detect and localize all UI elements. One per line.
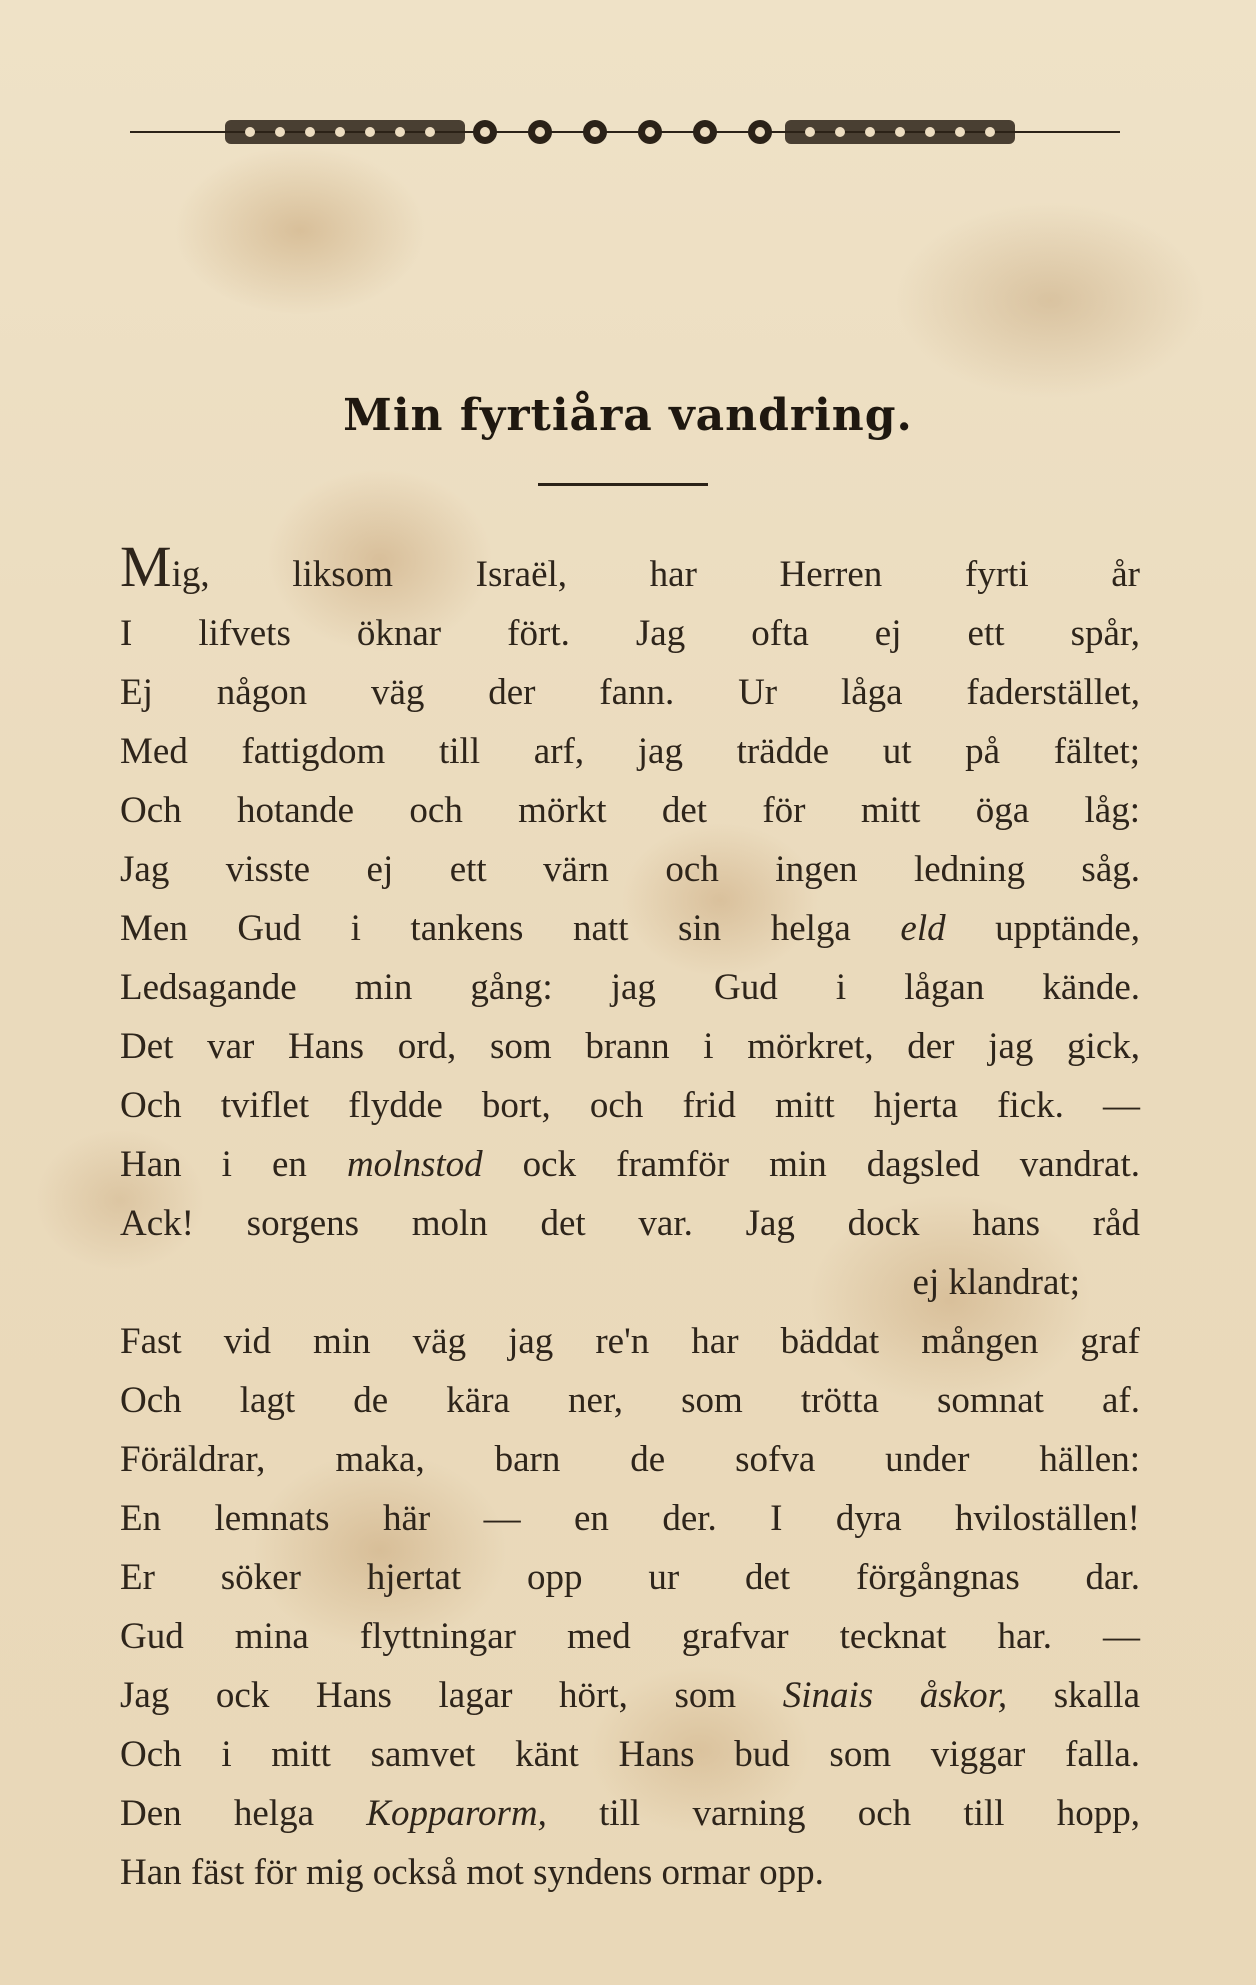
poem-line-11-a: Han i en [120,1144,347,1185]
poem-line-1-text: ig, liksom Israël, har Herren fyrti år [171,554,1140,595]
poem-line-11-b: ock framför min dagsled vandrat. [482,1144,1140,1185]
poem-line-20-b: skalla [1007,1675,1141,1716]
poem-line-22 [120,1784,1140,1843]
poem-line-15: Och lagt de kära ner, som trötta somnat af. [120,1380,1140,1421]
poem-title: Min fyrtiåra vandring. [343,390,913,441]
poem-body [120,534,1141,1902]
poem-line-7-b: upptände, [945,908,1141,949]
poem-line-23: Han fäst för mig också mot syndens ormar opp. [120,1852,824,1893]
poem-line-13: ej klandrat; [912,1262,1080,1303]
poem-line-7 [120,899,1140,958]
poem-line-22-b: till varning och till hopp, [546,1793,1140,1834]
poem-line-22-a: Den helga [120,1793,367,1834]
poem-line-20 [120,1666,1140,1725]
italic-word: molnstod [346,1144,483,1185]
poem-line-20-a: Jag ock Hans lagar hört, som [120,1675,783,1716]
poem-line-10: Och tviflet flydde bort, och frid mitt hjerta fick. — [120,1085,1140,1126]
poem-line-2: I lifvets öknar fört. Jag ofta ej ett spår, [120,613,1140,654]
poem-line-8: Ledsagande min gång: jag Gud i lågan kände. [120,967,1140,1008]
poem-line-3: Ej någon väg der fann. Ur låga faderstället, [120,672,1140,713]
poem-line-9: Det var Hans ord, som brann i mörkret, der jag gick, [120,1026,1140,1067]
poem-line-6: Jag visste ej ett värn och ingen ledning såg. [120,849,1140,890]
italic-word: Sinais åskor, [782,1675,1008,1716]
poem-line-12: Ack! sorgens moln det var. Jag dock hans råd [120,1203,1140,1244]
poem-line-4: Med fattigdom till arf, jag trädde ut på fältet; [120,731,1140,772]
decorative-header-ornament [130,112,1120,152]
poem-line-21: Och i mitt samvet känt Hans bud som viggar falla. [120,1734,1140,1775]
poem-line-18: Er söker hjertat opp ur det förgångnas dar. [120,1557,1140,1598]
italic-word: eld [900,908,946,949]
poem-line-1 [120,534,1140,604]
poem-line-17: En lemnats här — en der. I dyra hviloställen! [120,1498,1140,1539]
poem-line-14: Fast vid min väg jag re'n har bäddat mången graf [120,1321,1140,1362]
poem-line-7-a: Men Gud i tankens natt sin helga [120,908,901,949]
poem-line-16: Föräldrar, maka, barn de sofva under hällen: [120,1439,1140,1480]
title-divider [538,483,708,486]
poem-line-5: Och hotande och mörkt det för mitt öga låg: [120,790,1140,831]
italic-word: Kopparorm, [366,1793,547,1834]
poem-line-11 [120,1135,1140,1194]
poem-line-19: Gud mina flyttningar med grafvar tecknat har. — [120,1616,1140,1657]
drop-cap: M [120,534,172,599]
